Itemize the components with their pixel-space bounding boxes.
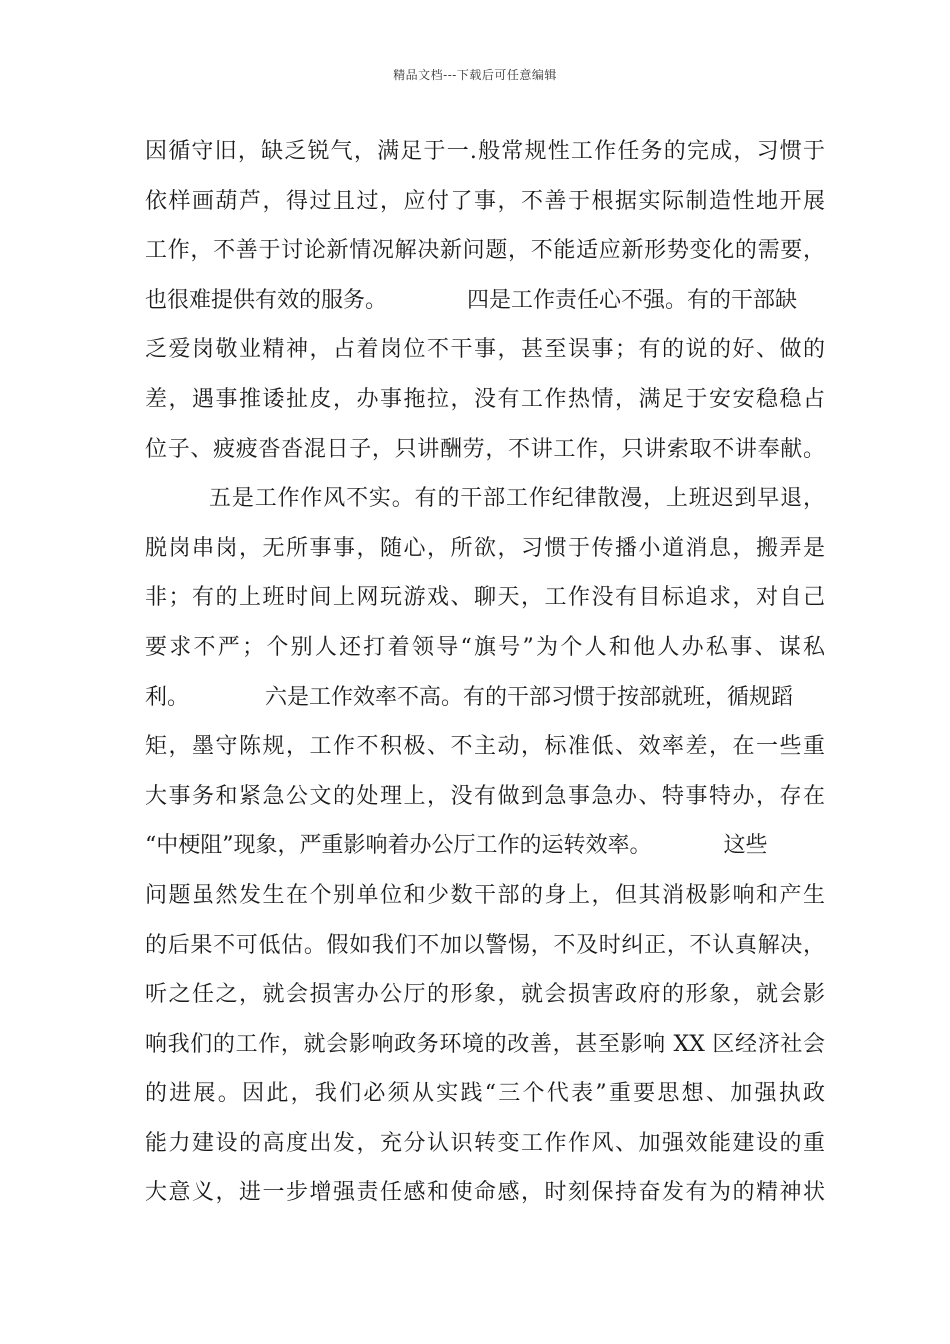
text-line: 大意义，进一步增强责任感和使命感，时刻保持奋发有为的精神状 [145, 1180, 825, 1206]
text-line: 工作，不善于讨论新情况解决新问题，不能适应新形势变化的需要， [145, 238, 825, 264]
text-line: 非；有的上班时间上网玩游戏、聊天，工作没有目标追求，对自己 [145, 585, 825, 611]
text-line: 大事务和紧急公文的处理上，没有做到急事急办、特事特办，存在 [145, 783, 825, 809]
text-line: 的进展。因此，我们必须从实践“三个代表”重要思想、加强执政 [145, 1081, 825, 1107]
text-line: 依样画葫芦，得过且过，应付了事，不善于根据实际制造性地开展 [145, 188, 825, 214]
text-line: 五是工作作风不实。有的干部工作纪律散漫，上班迟到早退， [209, 486, 825, 512]
page-header: 精品文档---下载后可任意编辑 [393, 68, 557, 82]
text-line: 要求不严；个别人还打着领导“旗号”为个人和他人办私事、谋私 [145, 634, 825, 660]
text-line: 乏爱岗敬业精神，占着岗位不干事，甚至误事；有的说的好、做的 [145, 337, 825, 363]
text-segment: 利。 [145, 684, 190, 710]
text-segment: 六是工作效率不高。有的干部习惯于按部就班，循规蹈 [265, 684, 794, 710]
text-line: 能力建设的高度出发，充分认识转变工作作风、加强效能建设的重 [145, 1130, 825, 1156]
text-line: 位子、疲疲沓沓混日子，只讲酬劳，不讲工作，只讲索取不讲奉献。 [145, 436, 825, 462]
text-segment: 也很难提供有效的服务。 [145, 287, 388, 313]
text-line: 差，遇事推诿扯皮，办事拖拉，没有工作热情，满足于安安稳稳占 [145, 386, 825, 412]
text-line: 矩，墨守陈规，工作不积极、不主动，标准低、效率差，在一些重 [145, 734, 825, 760]
text-line: 听之任之，就会损害办公厅的形象，就会损害政府的形象，就会影 [145, 982, 825, 1008]
text-line: 脱岗串岗，无所事事，随心，所欲，习惯于传播小道消息，搬弄是 [145, 535, 825, 561]
text-line: 问题虽然发生在个别单位和少数干部的身上，但其消极影响和产生 [145, 882, 825, 908]
text-segment: “中梗阻”现象，严重影响着办公厅工作的运转效率。 [145, 833, 652, 859]
text-line [145, 821, 825, 871]
document-body [145, 127, 825, 1218]
text-line: 响我们的工作，就会影响政务环境的改善，甚至影响 XX 区经济社会 [145, 1031, 825, 1057]
text-line [145, 673, 825, 723]
text-line: 的后果不可低估。假如我们不加以警惕，不及时纠正，不认真解决， [145, 932, 825, 958]
text-line [145, 276, 825, 326]
text-line: 因循守旧，缺乏锐气，满足于一.般常规性工作任务的完成，习惯于 [145, 139, 825, 164]
text-segment: 四是工作责任心不强。有的干部缺 [467, 287, 798, 313]
text-segment: 这些 [723, 833, 768, 859]
